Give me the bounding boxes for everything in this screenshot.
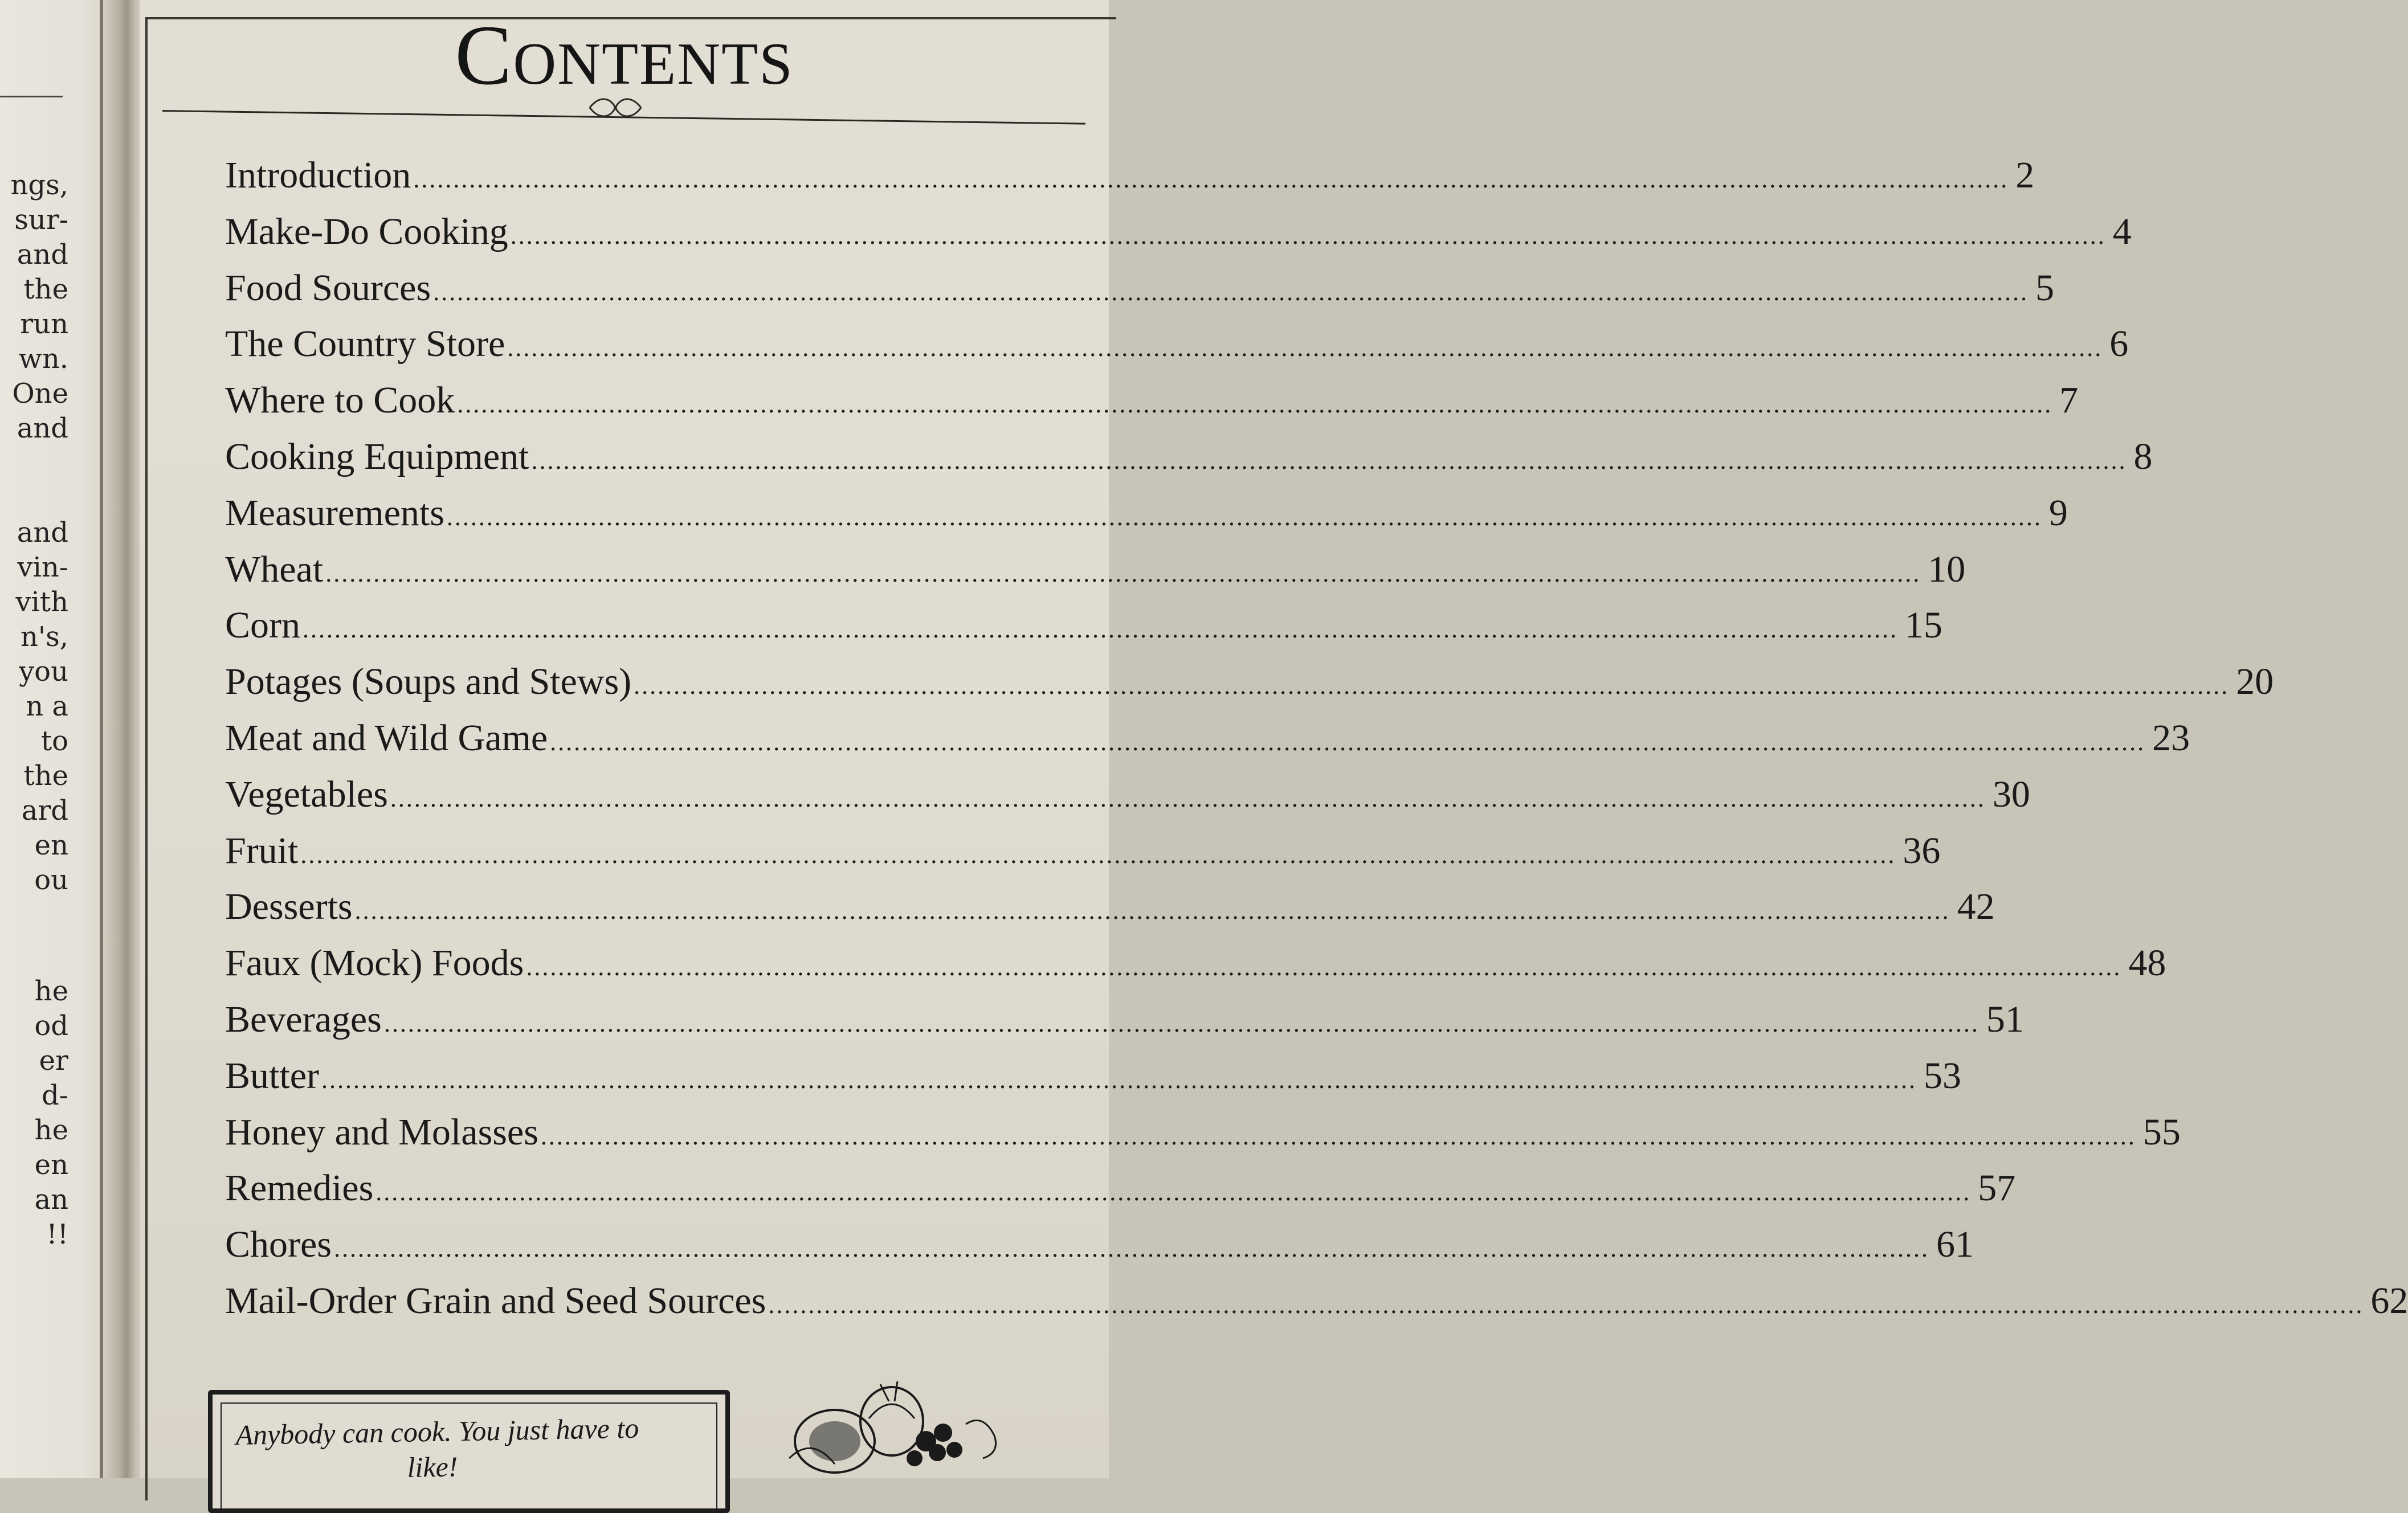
left-page-text-bottom (0, 974, 68, 1252)
table-of-contents (225, 154, 2408, 1336)
toc-leader-dots: ........................................................................................................................................................................................................ (526, 953, 2122, 982)
left-page-line: ard (21, 795, 68, 827)
fruit-illustration-icon (755, 1367, 1051, 1481)
toc-leader-dots: ........................................................................................................................................................................................................ (325, 559, 1921, 587)
toc-entry-page-number: 51 (1986, 998, 2024, 1040)
toc-entry-page-number: 4 (2112, 210, 2132, 252)
toc-entry-title: Measurements (225, 492, 444, 534)
toc-entry-page-number: 62 (2370, 1279, 2408, 1322)
toc-entry-page-number: 6 (2109, 323, 2129, 365)
left-page-line: er (39, 1045, 68, 1077)
left-page-line: he (34, 975, 68, 1007)
toc-entry (225, 267, 2055, 323)
toc-entry-page-number: 61 (1936, 1224, 1974, 1266)
left-page-line: en (34, 1149, 68, 1181)
contents-page (140, 0, 2408, 1483)
toc-leader-dots: ........................................................................................................................................................................................................ (303, 615, 1898, 644)
left-page-text-top (0, 168, 68, 446)
left-page-line: vith (15, 586, 68, 618)
toc-leader-dots: ........................................................................................................................................................................................................ (550, 727, 2146, 756)
toc-leader-dots: ........................................................................................................................................................................................................ (354, 897, 1950, 925)
toc-entry (225, 829, 1941, 886)
toc-leader-dots: ........................................................................................................................................................................................................ (540, 1122, 2136, 1150)
left-page-line: the (23, 273, 68, 305)
toc-entry (225, 435, 2153, 492)
toc-entry-page-number: 20 (2236, 661, 2274, 703)
toc-leader-dots: ........................................................................................................................................................................................................ (457, 390, 2053, 419)
left-page-line: en (34, 829, 68, 861)
left-page-line: you (19, 656, 68, 688)
toc-entry-page-number: 42 (1957, 886, 1995, 928)
left-page-edge (100, 0, 103, 1478)
toc-entry (225, 717, 2190, 773)
left-page-line: the (23, 760, 68, 792)
toc-entry-page-number: 10 (1928, 548, 1966, 590)
toc-entry (225, 322, 2129, 379)
toc-entry (225, 1167, 2016, 1223)
left-page-line: ngs, (10, 169, 68, 201)
toc-entry-page-number: 36 (1903, 829, 1941, 872)
toc-entry-title: Desserts (225, 886, 353, 928)
toc-entry-title: The Country Store (225, 323, 505, 365)
toc-entry-title: Corn (225, 604, 300, 647)
left-page-line: d- (42, 1079, 68, 1111)
left-page-line: and (17, 412, 68, 444)
toc-entry-page-number: 7 (2059, 379, 2079, 422)
toc-leader-dots: ........................................................................................................................................................................................................ (510, 221, 2106, 250)
toc-entry-title: Chores (225, 1224, 332, 1266)
toc-entry (225, 1279, 2408, 1336)
left-page-line: he (34, 1114, 68, 1146)
quote-text (235, 1409, 704, 1488)
toc-entry-page-number: 53 (1923, 1054, 1961, 1097)
toc-entry-title: Faux (Mock) Foods (225, 942, 524, 984)
toc-entry-title: Butter (225, 1054, 319, 1097)
toc-entry-page-number: 30 (1992, 773, 2030, 815)
left-page-text-middle (0, 516, 68, 898)
toc-entry (225, 660, 2274, 717)
toc-entry-title: Potages (Soups and Stews) (225, 661, 632, 703)
toc-entry (225, 1223, 1974, 1279)
toc-entry-title: Where to Cook (225, 379, 455, 422)
toc-entry-title: Remedies (225, 1167, 374, 1209)
left-page-line: wn. (18, 343, 68, 375)
toc-entry-page-number: 9 (2048, 492, 2068, 534)
toc-entry (225, 942, 2166, 998)
toc-entry-page-number: 2 (2015, 154, 2035, 196)
toc-entry-title: Cooking Equipment (225, 435, 529, 477)
toc-leader-dots: ........................................................................................................................................................................................................ (390, 784, 1986, 812)
toc-entry (225, 379, 2079, 435)
toc-entry-title: Introduction (225, 154, 411, 196)
toc-leader-dots: ........................................................................................................................................................................................................ (413, 165, 2009, 193)
left-page-line: One (12, 378, 68, 410)
toc-entry (225, 492, 2068, 548)
quote-line-1: Anybody can cook. You just have to (235, 1412, 639, 1451)
toc-leader-dots: ........................................................................................................................................................................................................ (507, 334, 2103, 362)
left-page-line: vin- (17, 551, 68, 583)
toc-entry (225, 1054, 1961, 1111)
toc-leader-dots: ........................................................................................................................................................................................................ (446, 502, 2042, 531)
quote-line-2: like! (407, 1450, 458, 1483)
toc-entry (225, 998, 2024, 1054)
toc-entry-page-number: 23 (2152, 717, 2190, 759)
ornament-flourish-icon (584, 93, 647, 122)
toc-entry-title: Fruit (225, 829, 299, 872)
toc-entry (225, 885, 1995, 942)
left-page-line: and (17, 239, 68, 271)
left-page-line: sur- (14, 204, 68, 236)
toc-entry-title: Mail-Order Grain and Seed Sources (225, 1279, 766, 1322)
left-page-line: an (34, 1184, 68, 1216)
toc-leader-dots: ........................................................................................................................................................................................................ (333, 1234, 1929, 1263)
toc-leader-dots: ........................................................................................................................................................................................................ (300, 840, 1896, 869)
toc-entry-page-number: 15 (1905, 604, 1942, 647)
toc-entry-title: Beverages (225, 998, 382, 1040)
toc-entry (225, 210, 2132, 267)
toc-entry-page-number: 48 (2128, 942, 2166, 984)
toc-entry (225, 604, 1942, 660)
toc-entry (225, 154, 2035, 210)
toc-entry (225, 548, 1966, 604)
left-page-line: and (17, 517, 68, 549)
left-page-line: od (34, 1010, 68, 1042)
left-page-line: n's, (21, 621, 68, 653)
toc-entry-page-number: 57 (1978, 1167, 2016, 1209)
left-page-line: !! (46, 1218, 68, 1250)
toc-entry-title: Wheat (225, 548, 324, 590)
toc-entry-page-number: 55 (2142, 1111, 2181, 1153)
left-page-line: to (40, 725, 68, 757)
left-page-line: run (20, 308, 68, 340)
left-page-rule (0, 96, 63, 97)
toc-entry (225, 1111, 2181, 1167)
toc-entry-page-number: 5 (2035, 267, 2055, 309)
toc-entry-title: Vegetables (225, 773, 388, 815)
toc-leader-dots: ........................................................................................................................................................................................................ (376, 1178, 1972, 1207)
toc-leader-dots: ........................................................................................................................................................................................................ (433, 277, 2029, 306)
toc-entry-title: Make-Do Cooking (225, 210, 508, 252)
left-page-line: n a (26, 690, 68, 722)
toc-entry-page-number: 8 (2133, 435, 2153, 477)
page-title: Contents (455, 8, 794, 103)
toc-entry-title: Food Sources (225, 267, 431, 309)
left-page-line: ou (34, 864, 68, 896)
toc-leader-dots: ........................................................................................................................................................................................................ (383, 1009, 1980, 1037)
toc-entry-title: Honey and Molasses (225, 1111, 538, 1153)
toc-entry-title: Meat and Wild Game (225, 717, 548, 759)
quote-box (208, 1390, 730, 1513)
toc-leader-dots: ........................................................................................................................................................................................................ (531, 446, 2127, 475)
toc-leader-dots: ........................................................................................................................................................................................................ (634, 672, 2230, 700)
toc-entry (225, 773, 2030, 829)
toc-leader-dots: ........................................................................................................................................................................................................ (768, 1290, 2364, 1319)
toc-leader-dots: ........................................................................................................................................................................................................ (321, 1065, 1917, 1094)
